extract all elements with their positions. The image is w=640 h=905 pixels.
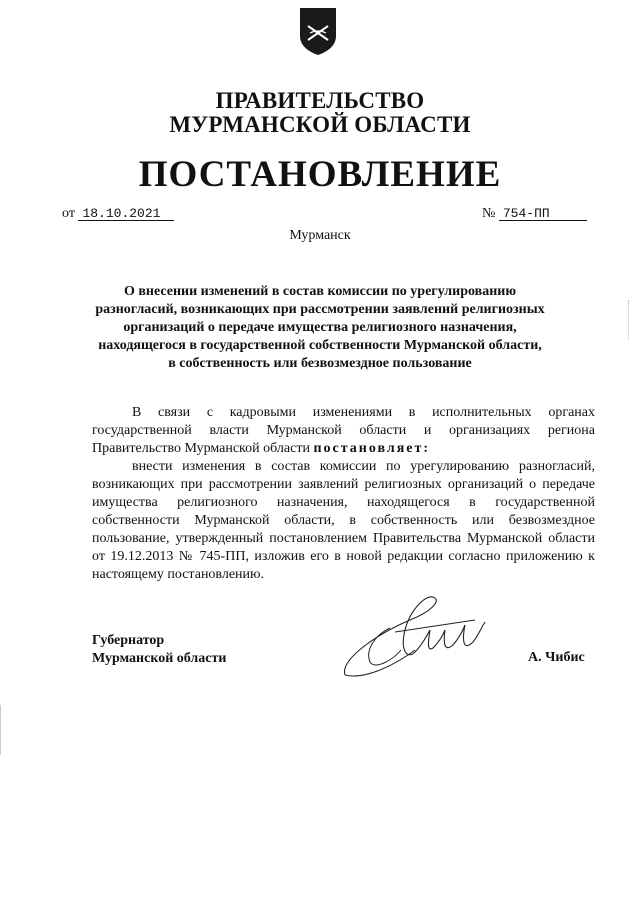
signatory-title xyxy=(92,632,226,668)
subject-line: в собственность или безвозмездное пользование xyxy=(168,356,472,371)
coat-of-arms-icon xyxy=(297,6,339,56)
scan-edge-mark xyxy=(0,705,3,755)
p1-emphasis: постановляет xyxy=(313,441,424,456)
number-prefix: № xyxy=(482,206,496,221)
subject-line: разногласий, возникающих при рассмотрении заявлений религиозных xyxy=(95,302,545,317)
org-name-line1: ПРАВИТЕЛЬСТВО xyxy=(215,88,425,113)
scan-edge-mark xyxy=(628,300,632,340)
org-name-line2: МУРМАНСКОЙ ОБЛАСТИ xyxy=(169,112,471,137)
signatory-title-line: Мурманской области xyxy=(92,651,227,666)
number-value: 754-ПП xyxy=(499,207,587,221)
body-paragraph-2: внести изменения в состав комиссии по урегулированию разногласий, возникающих при рассмотрении заявлений религиозных организаций о передаче имущества религиозного назначения, находящегося в государственной собственности Мурманской области, в собственность или безвозмездное пользование, утвержденный постановлением Правительства Мурманской области от 19.12.2013 № 745-ПП, изложив его в новой редакции согласно приложению к настоящему постановлению. xyxy=(92,459,595,582)
p1-text: В связи с кадровыми изменениями в исполнительных органах государственной власти Мурманской области и организациях региона Правительство Мурманской области xyxy=(92,405,595,456)
handwritten-signature xyxy=(335,590,505,690)
document-number xyxy=(482,206,587,222)
signatory-title-line: Губернатор xyxy=(92,633,165,648)
body-paragraph-1 xyxy=(92,404,595,458)
date-value: 18.10.2021 xyxy=(78,207,174,221)
document-date xyxy=(62,206,174,222)
subject-line: О внесении изменений в состав комиссии по урегулированию xyxy=(123,284,517,299)
document-subject xyxy=(80,283,560,373)
document-city: Мурманск xyxy=(289,228,351,243)
p1-colon: : xyxy=(423,441,431,456)
signatory-name: А. Чибис xyxy=(528,650,585,665)
document-type: ПОСТАНОВЛЕНИЕ xyxy=(138,154,502,195)
subject-line: находящегося в государственной собственности Мурманской области, xyxy=(98,338,542,353)
date-prefix: от xyxy=(62,206,75,221)
subject-line: организаций о передаче имущества религиозного назначения, xyxy=(123,320,517,335)
